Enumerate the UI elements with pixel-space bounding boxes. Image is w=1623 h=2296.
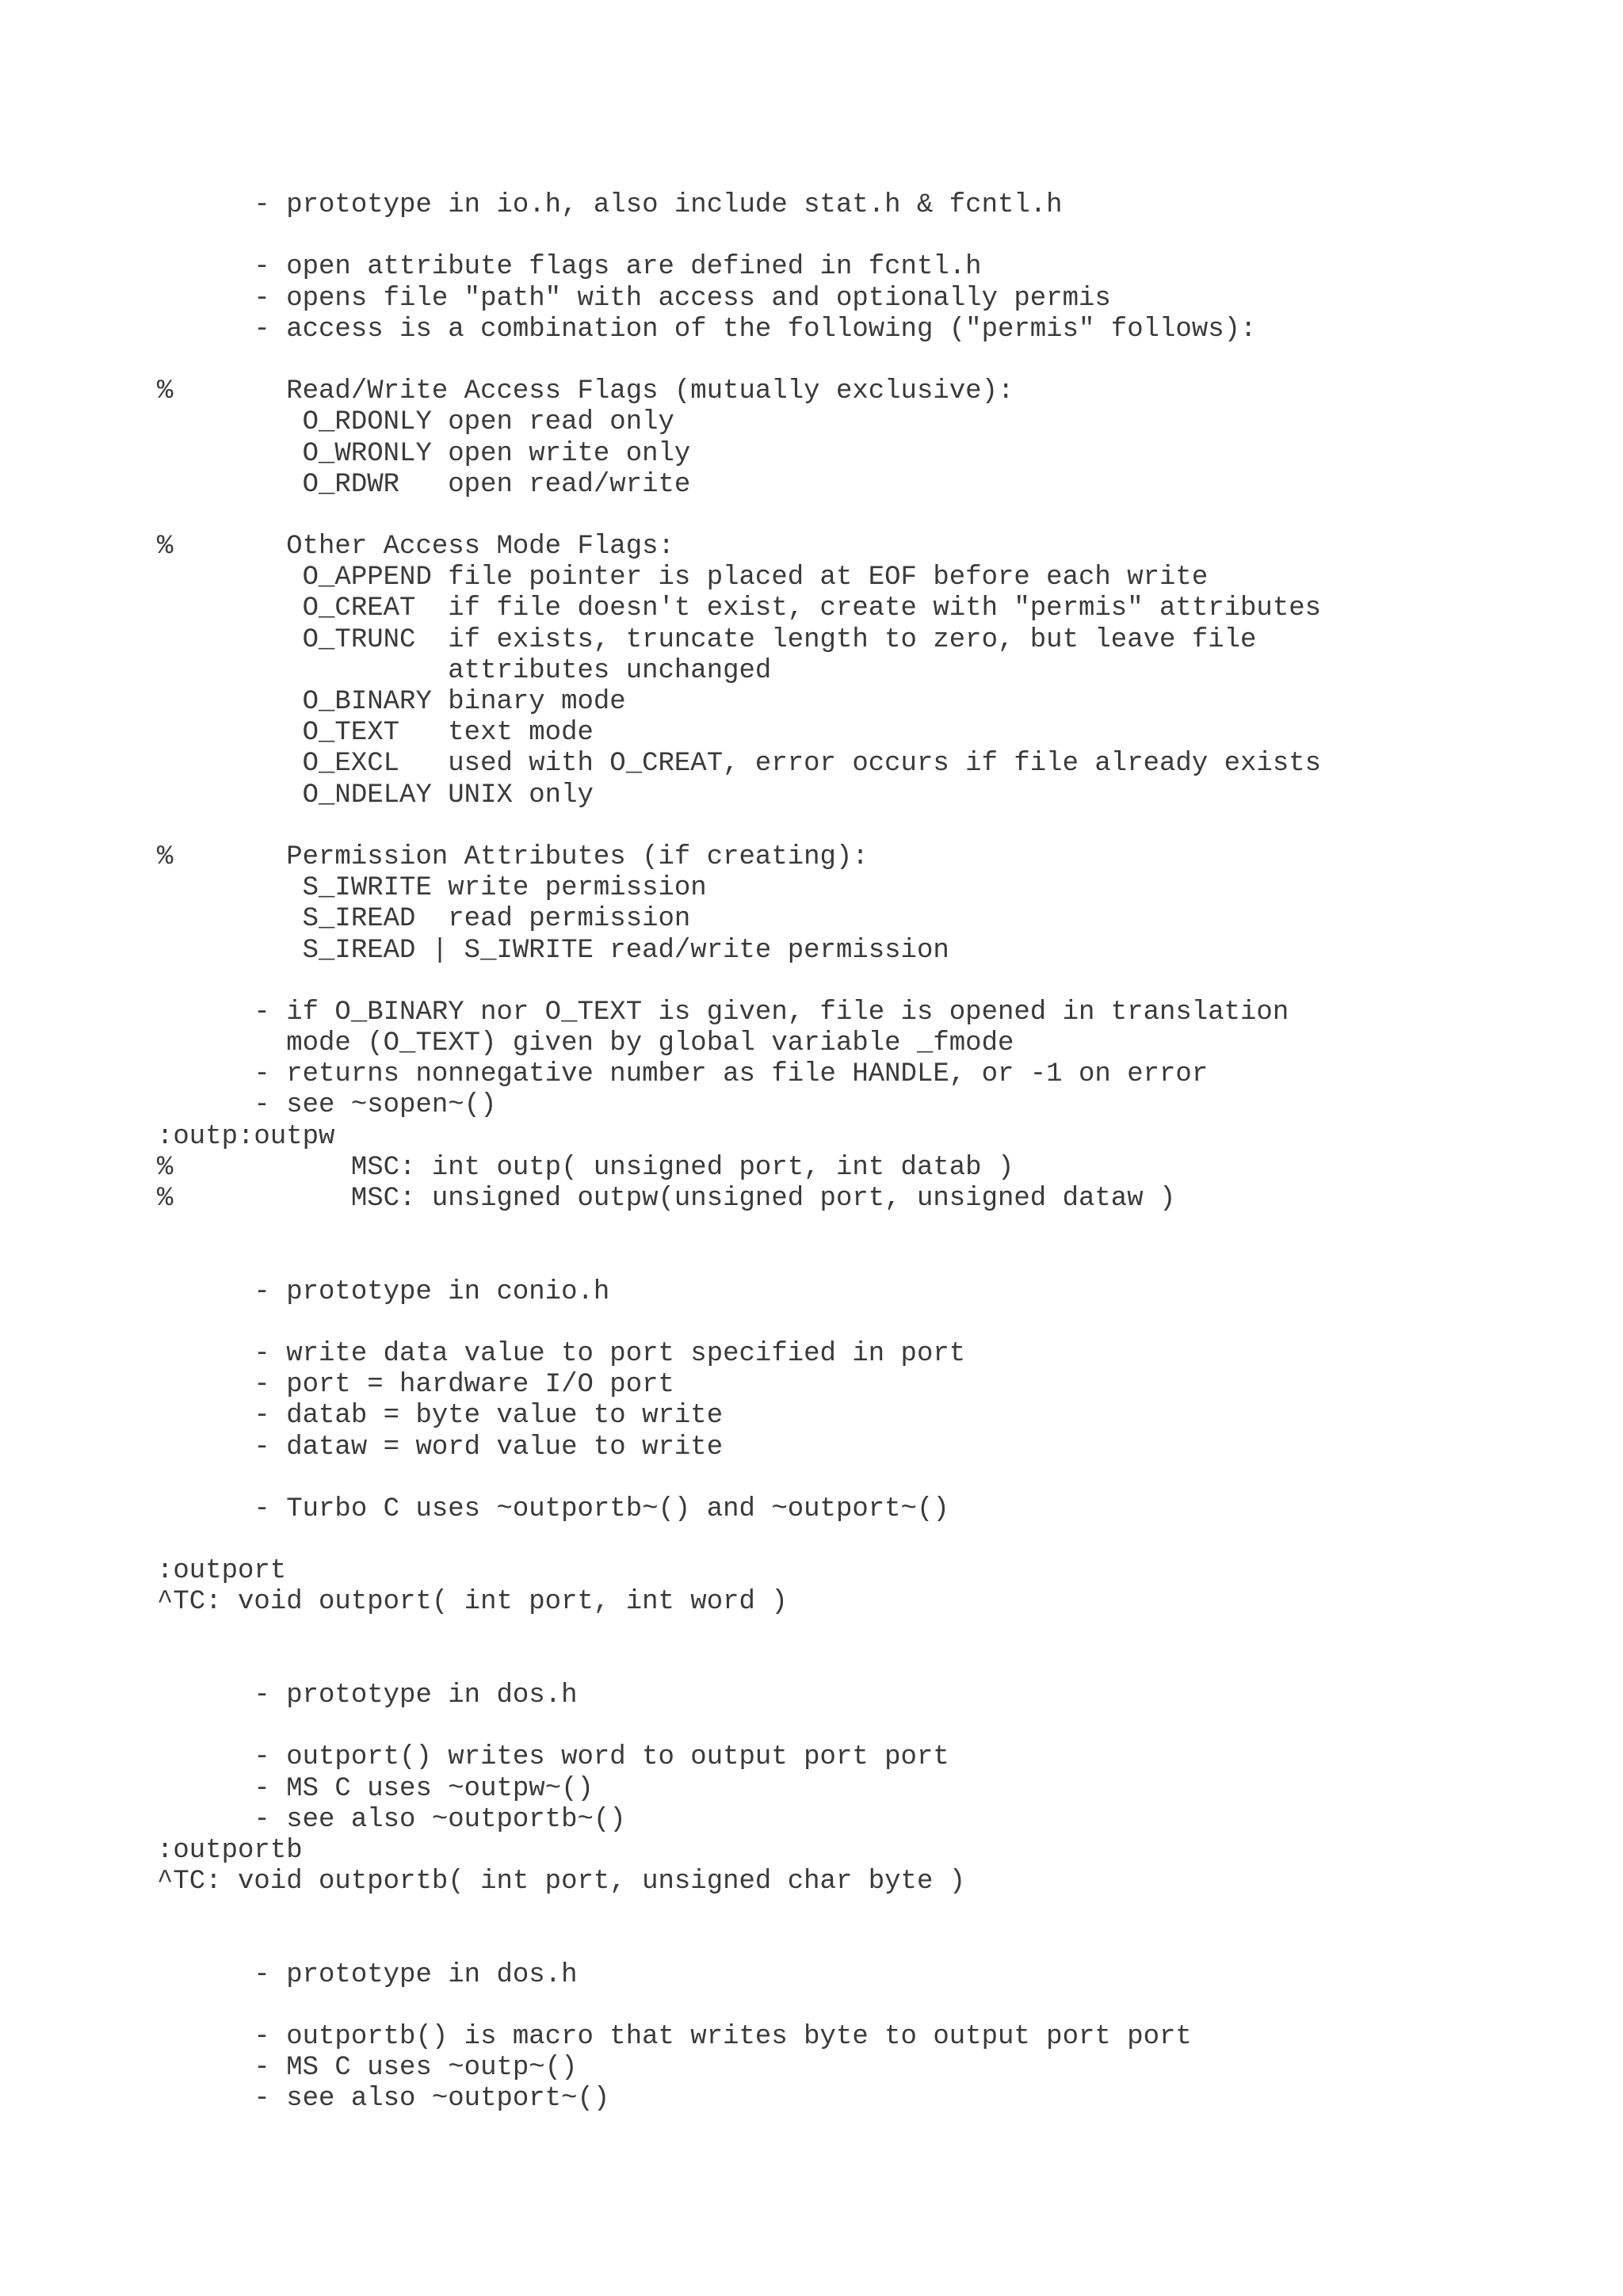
text-line: - outportb() is macro that writes byte to output port port <box>157 2022 1192 2053</box>
text-line: ^TC: void outport( int port, int word ) <box>157 1587 788 1618</box>
text-line: O_EXCL used with O_CREAT, error occurs if file already exists <box>157 749 1322 780</box>
text-line: O_CREAT if file doesn't exist, create with "permis" attributes <box>157 593 1322 624</box>
text-line: - returns nonnegative number as file HANDLE, or -1 on error <box>157 1059 1209 1090</box>
text-line: - access is a combination of the following ("permis" follows): <box>157 314 1257 345</box>
text-line: :outportb <box>157 1835 303 1866</box>
text-line: O_RDONLY open read only <box>157 407 674 438</box>
text-line <box>157 967 1321 997</box>
text-line <box>157 1245 1321 1276</box>
text-line: O_NDELAY UNIX only <box>157 780 594 810</box>
text-line <box>157 221 1321 252</box>
text-line: ^TC: void outportb( int port, unsigned char byte ) <box>157 1867 966 1897</box>
text-line: - prototype in dos.h <box>157 1680 578 1711</box>
text-line: % MSC: unsigned outpw(unsigned port, unsigned dataw ) <box>157 1184 1176 1214</box>
text-line: - see also ~outportb~() <box>157 1804 626 1835</box>
code-text-block <box>157 190 1321 2115</box>
text-line: S_IWRITE write permission <box>157 873 707 904</box>
text-line: % Other Access Mode Flags: <box>157 532 674 563</box>
text-line: - outport() writes word to output port port <box>157 1742 949 1773</box>
text-line <box>157 1991 1321 2022</box>
text-line <box>157 1711 1321 1742</box>
text-line: O_BINARY binary mode <box>157 687 626 717</box>
text-line: % Permission Attributes (if creating): <box>157 841 869 872</box>
text-line: - prototype in dos.h <box>157 1959 578 1990</box>
text-line: % MSC: int outp( unsigned port, int datab ) <box>157 1152 1014 1183</box>
text-line <box>157 501 1321 532</box>
text-line <box>157 811 1321 842</box>
text-line: S_IREAD | S_IWRITE read/write permission <box>157 935 949 966</box>
text-line <box>157 1929 1321 1960</box>
text-line: O_WRONLY open write only <box>157 438 691 469</box>
text-line: mode (O_TEXT) given by global variable _fmode <box>157 1028 1014 1059</box>
text-line <box>157 1619 1321 1650</box>
text-line: - write data value to port specified in port <box>157 1338 966 1369</box>
text-line <box>157 1897 1321 1928</box>
text-line: O_TEXT text mode <box>157 718 594 749</box>
text-line <box>157 1650 1321 1680</box>
text-line: O_APPEND file pointer is placed at EOF before each write <box>157 563 1209 593</box>
text-line: - prototype in conio.h <box>157 1276 610 1307</box>
text-line: % Read/Write Access Flags (mutually exclusive): <box>157 376 1014 407</box>
text-line: - port = hardware I/O port <box>157 1370 674 1401</box>
text-line: - prototype in io.h, also include stat.h & fcntl.h <box>157 190 1063 220</box>
text-line: :outp:outpw <box>157 1121 335 1152</box>
text-line: - see also ~outport~() <box>157 2084 610 2115</box>
text-line: O_RDWR open read/write <box>157 469 691 500</box>
text-line: - open attribute flags are defined in fcntl.h <box>157 252 982 283</box>
text-line: S_IREAD read permission <box>157 904 691 935</box>
text-line <box>157 345 1321 376</box>
text-line: :outport <box>157 1556 287 1587</box>
text-line: - datab = byte value to write <box>157 1401 724 1432</box>
text-line: attributes unchanged <box>157 655 772 686</box>
text-line: - see ~sopen~() <box>157 1090 497 1121</box>
text-line: - opens file "path" with access and optionally permis <box>157 283 1111 314</box>
text-line <box>157 1463 1321 1494</box>
text-line <box>157 1525 1321 1556</box>
text-line <box>157 1308 1321 1339</box>
text-line: - if O_BINARY nor O_TEXT is given, file is opened in translation <box>157 997 1289 1028</box>
text-line: - MS C uses ~outpw~() <box>157 1773 594 1804</box>
text-line: - dataw = word value to write <box>157 1432 724 1463</box>
text-line <box>157 1215 1321 1245</box>
text-line: - Turbo C uses ~outportb~() and ~outport~() <box>157 1493 949 1524</box>
text-line: - MS C uses ~outp~() <box>157 2053 578 2084</box>
text-line: O_TRUNC if exists, truncate length to zero, but leave file <box>157 624 1257 655</box>
